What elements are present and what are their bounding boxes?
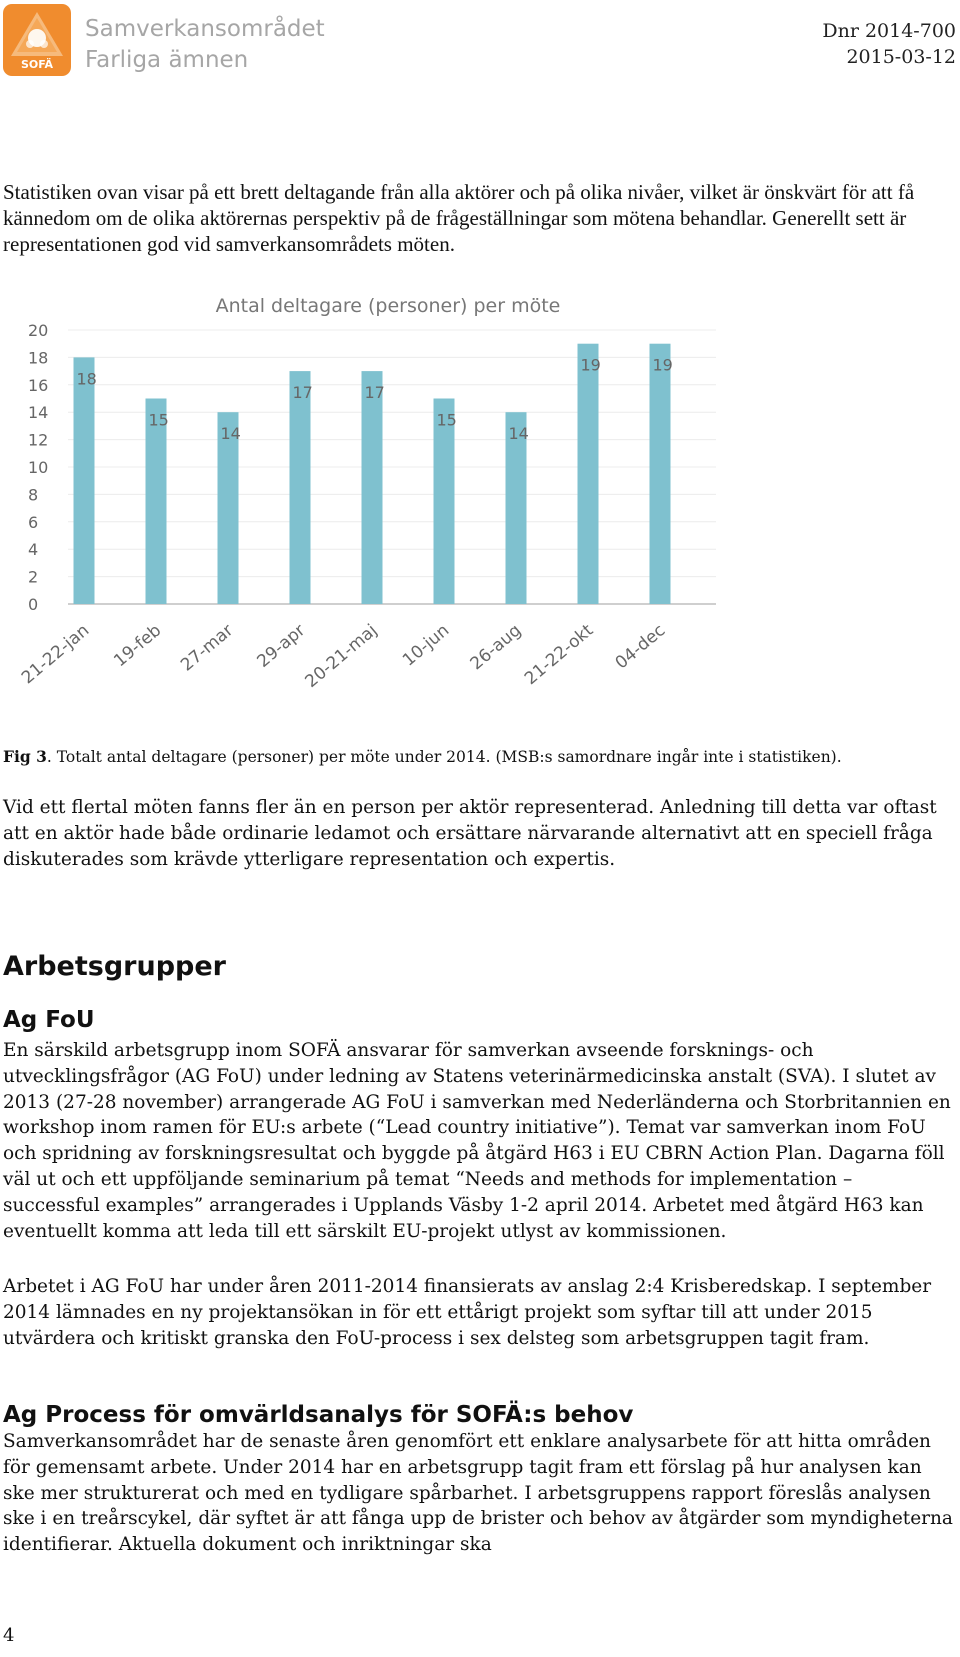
y-tick-label: 8 bbox=[28, 485, 39, 505]
page-number: 4 bbox=[3, 1625, 15, 1646]
category-label: 20-21-maj bbox=[301, 620, 382, 692]
document-date: 2015-03-12 bbox=[846, 46, 956, 68]
figure-label: Fig 3 bbox=[3, 747, 47, 766]
document-reference bbox=[822, 18, 956, 70]
bar bbox=[578, 344, 599, 604]
category-label: 21-22-jan bbox=[17, 620, 94, 689]
paragraph-ag-process: Samverkansområdet har de senaste åren genomfört ett enklare analysarbete för att hitta områden för gemensamt arbete. Under 2014 har en arbetsgrupp tagit fram ett förslag på hur analysen kan ske mer strukturerat och med en tydligare spårbarhet. I arbetsgruppens rapport föreslås analysen ske i en treårscykel, där syftet är att fånga upp de brister och behov av åtgärder som myndigheterna identifierar. Aktuella dokument och inriktningar ska bbox=[3, 1431, 953, 1556]
y-tick-label: 0 bbox=[28, 595, 39, 614]
y-tick-label: 12 bbox=[28, 430, 49, 450]
figure-caption bbox=[3, 747, 842, 767]
heading-ag-fou: Ag FoU bbox=[3, 1007, 95, 1033]
category-label: 19-feb bbox=[110, 620, 166, 672]
data-label: 17 bbox=[364, 383, 385, 403]
data-label: 19 bbox=[652, 355, 673, 375]
data-label: 15 bbox=[148, 410, 169, 430]
y-tick-label: 14 bbox=[28, 403, 49, 423]
data-label: 15 bbox=[436, 410, 457, 430]
data-label: 14 bbox=[220, 424, 241, 444]
category-label: 10-jun bbox=[398, 620, 454, 671]
organization-name bbox=[85, 14, 325, 76]
logo-text: SOFÄ bbox=[20, 58, 54, 71]
y-tick-label: 4 bbox=[28, 540, 39, 560]
y-tick-label: 10 bbox=[28, 458, 49, 477]
intro-paragraph: Statistiken ovan visar på ett brett deltagande från alla aktörer och på olika nivåer, vilket är önskvärt för att få kännedom om de olika aktörernas perspektiv på de frågeställningar som mötena behandlar. Generellt sett är representationen god vid samverkansområdets möten. bbox=[3, 180, 915, 256]
y-tick-label: 20 bbox=[28, 321, 49, 340]
bar bbox=[362, 371, 383, 604]
org-line-2: Farliga ämnen bbox=[85, 47, 249, 73]
org-line-1: Samverkansområdet bbox=[85, 16, 325, 42]
data-label: 17 bbox=[292, 383, 313, 403]
sofa-logo bbox=[3, 4, 71, 76]
data-label: 19 bbox=[580, 355, 601, 375]
y-tick-label: 2 bbox=[28, 567, 39, 587]
paragraph-ag-fou-2: Arbetet i AG FoU har under åren 2011-2014 finansierats av anslag 2:4 Krisberedskap. I september 2014 lämnades en ny projektansökan in för ett ettårigt projekt som syftar till att under 2015 utvärdera och kritiskt granska den FoU-process i sex delsteg som arbetsgruppen tagit fram. bbox=[3, 1276, 932, 1349]
category-label: 26-aug bbox=[466, 620, 526, 675]
category-label: 29-apr bbox=[253, 620, 310, 672]
category-label: 27-mar bbox=[177, 620, 238, 676]
heading-arbetsgrupper: Arbetsgrupper bbox=[3, 951, 226, 982]
chart-title: Antal deltagare (personer) per möte bbox=[215, 295, 561, 317]
bar-chart bbox=[0, 290, 960, 740]
data-label: 18 bbox=[76, 369, 97, 389]
bar bbox=[74, 357, 95, 604]
bar bbox=[290, 371, 311, 604]
participants-chart bbox=[0, 290, 960, 740]
y-tick-label: 18 bbox=[28, 348, 49, 368]
category-label: 04-dec bbox=[611, 620, 670, 674]
data-label: 14 bbox=[508, 424, 529, 444]
paragraph-representation: Vid ett flertal möten fanns fler än en person per aktör representerad. Anledning till detta var oftast att en aktör hade både ordinarie ledamot och ersättare närvarande alternativt att en speciell fråga diskuterades som krävde ytterligare representation och expertis. bbox=[3, 797, 937, 870]
heading-ag-process: Ag Process för omvärldsanalys för SOFÄ:s behov bbox=[3, 1402, 634, 1428]
dnr: Dnr 2014-700 bbox=[822, 20, 956, 42]
category-label: 21-22-okt bbox=[520, 620, 598, 690]
y-tick-label: 6 bbox=[28, 512, 39, 532]
paragraph-ag-fou-1: En särskild arbetsgrupp inom SOFÄ ansvarar för samverkan avseende forsknings- och utvecklingsfrågor (AG FoU) under ledning av Statens veterinärmedicinska anstalt (SVA). I slutet av 2013 (27-28 november) arrangerade AG FoU i samverkan med Nederländerna och Storbritannien en workshop inom ramen för EU:s arbete (“Lead country initiative”). Temat var samverkan inom FoU och spridning av forskningsresultat och byggde på åtgärd H63 i EU CBRN Action Plan. Dagarna föll väl ut och ett uppföljande seminarium på temat “Needs and methods for implementation – successful examples” arrangerades i Upplands Väsby 1-2 april 2014. Arbetet med åtgärd H63 kan eventuellt komma att leda till ett särskilt EU-projekt utlyst av kommissionen. bbox=[3, 1040, 951, 1242]
caption-text: . Totalt antal deltagare (personer) per möte under 2014. (MSB:s samordnare ingår inte i statistiken). bbox=[46, 748, 842, 766]
y-tick-label: 16 bbox=[28, 375, 49, 395]
bar bbox=[650, 344, 671, 604]
